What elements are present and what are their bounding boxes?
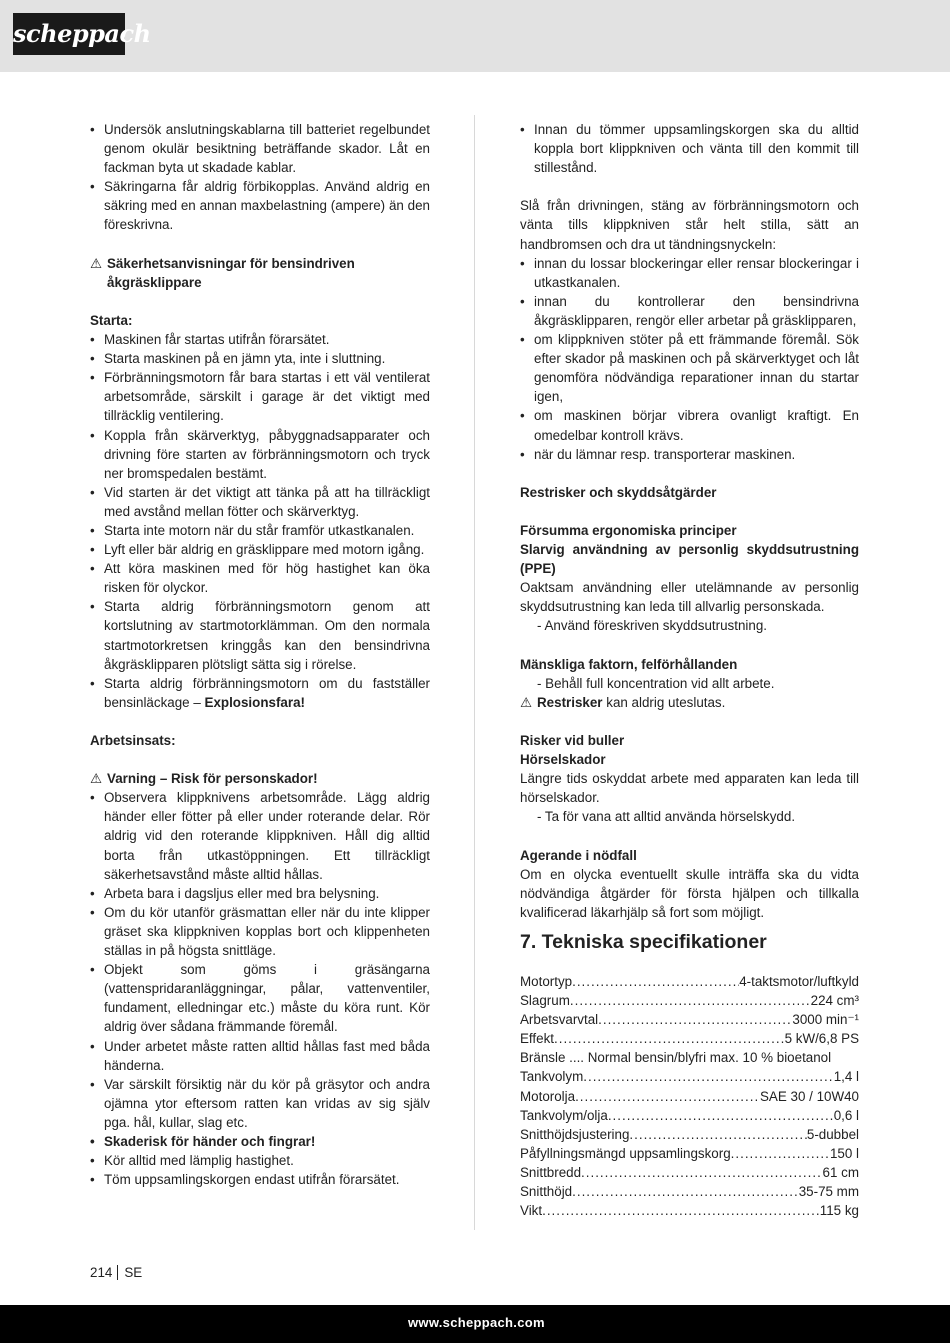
spec-value: 0,6 l xyxy=(833,1107,859,1123)
list-item: • Innan du tömmer uppsamlingskorgen ska du alltid koppla bort klippkniven och vänta till den kommit till stillestånd. xyxy=(520,120,859,177)
list-item: • Kör alltid med lämplig hastighet. xyxy=(90,1151,430,1170)
spec-dots xyxy=(542,1201,820,1220)
dash-item: - Ta för vana att alltid använda hörselskydd. xyxy=(537,809,796,825)
spec-value: 115 kg xyxy=(819,1203,859,1219)
spec-label: Vikt xyxy=(520,1203,543,1219)
spec-row xyxy=(520,1106,859,1125)
left-column xyxy=(90,120,430,1189)
spec-value: 4-taktsmotor/luftkyld xyxy=(739,973,859,989)
spec-label: Snittbredd xyxy=(520,1164,582,1180)
right-column xyxy=(520,120,859,1220)
warning-icon: ⚠ xyxy=(520,694,533,710)
spec-row-fuel: Bränsle .... Normal bensin/blyfri max. 10 % bioetanol xyxy=(520,1050,832,1066)
spec-value: 5-dubbel xyxy=(806,1126,859,1142)
column-divider xyxy=(474,115,475,1230)
spec-label: Effekt xyxy=(520,1031,554,1047)
spec-value: 5 kW/6,8 PS xyxy=(784,1031,859,1047)
spec-label: Motorolja xyxy=(520,1088,576,1104)
list-item: • Var särskilt försiktig när du kör på gräsytor och andra ojämna ytor eftersom ratten kan vridas av sig själv pga. hål, kullar, slag etc. xyxy=(90,1075,430,1132)
spec-value: 3000 min⁻¹ xyxy=(792,1012,859,1028)
list-item: • Att köra maskinen med för hög hastighet kan öka risken för olyckor. xyxy=(90,559,430,597)
paragraph: Oaktsam användning eller utelämnande av personlig skyddsutrustning kan leda till allvarlig personskada. xyxy=(520,580,859,615)
list-item: • Maskinen får startas utifrån förarsätet. xyxy=(90,330,430,349)
paragraph: Slå från drivningen, stäng av förbränningsmotorn och vänta tills klippkniven står helt stilla, sätt an handbromsen och dra ut tändningsnyckeln: xyxy=(520,198,859,252)
noise-heading: Risker vid buller xyxy=(520,733,625,748)
spec-label: Påfyllningsmängd uppsamlingskorg xyxy=(520,1145,731,1161)
list-item: • Skaderisk för händer och fingrar! xyxy=(90,1132,430,1151)
list-item: • Objekt som göms i gräsängarna (vattenspridaranläggningar, pålar, vattenventiler, fundament, elledningar etc.) måste du köra runt. Kör aldrig över sådana främmande föremål. xyxy=(90,960,430,1036)
spec-dots xyxy=(583,1067,833,1086)
paragraph: Längre tids oskyddat arbete med apparaten kan leda till hörselskador. xyxy=(520,771,859,806)
spec-label: Motortyp xyxy=(520,973,573,989)
spec-dots xyxy=(731,1144,830,1163)
list-item: • Starta inte motorn när du står framför utkastkanalen. xyxy=(90,521,430,540)
spec-title: 7. Tekniska specifikationer xyxy=(520,930,767,953)
spec-value: 1,4 l xyxy=(833,1069,859,1085)
dash-item: - Använd föreskriven skyddsutrustning. xyxy=(537,618,767,634)
spec-row xyxy=(520,972,859,991)
work-list-2 xyxy=(90,1151,430,1189)
list-item: • Under arbetet måste ratten alltid hållas fast med båda händerna. xyxy=(90,1037,430,1075)
list-item: • Arbeta bara i dagsljus eller med bra belysning. xyxy=(90,884,430,903)
page-number: 214 SE xyxy=(90,1265,143,1280)
spec-label: Tankvolym xyxy=(520,1069,584,1085)
spec-label: Snitthöjd xyxy=(520,1183,573,1199)
list-item: • Förbränningsmotorn får bara startas i ett väl ventilerat arbetsområde, särskilt i garage är det viktigt med tillräcklig ventilering. xyxy=(90,368,430,425)
spec-dots xyxy=(608,1106,834,1125)
spec-dots xyxy=(629,1125,806,1144)
paragraph: Om en olycka eventuellt skulle inträffa ska du vidta nödvändiga åtgärder för första hjälpen och tillkalla kvalificerad läkarhjälp så fort som möjligt. xyxy=(520,866,859,920)
spec-table xyxy=(520,972,859,1048)
emergency-heading: Agerande i nödfall xyxy=(520,847,637,863)
spec-value: 224 cm³ xyxy=(810,993,859,1009)
list-item: • innan du lossar blockeringar eller rensar blockeringar i utkastkanalen. xyxy=(520,254,859,292)
rest-warning: ⚠ Restrisker kan aldrig uteslutas. xyxy=(520,693,859,712)
spec-dots xyxy=(581,1163,822,1182)
list-item: • Om du kör utanför gräsmattan eller när du inte klipper gräset ska klippkniven kopplas bort och klippenheten ställas in på högsta snittläge. xyxy=(90,903,430,960)
spec-row xyxy=(520,1010,859,1029)
list-item: • om maskinen börjar vibrera ovanligt kraftigt. En omedelbar kontroll krävs. xyxy=(520,406,859,444)
human-heading: Mänskliga faktorn, felförhållanden xyxy=(520,656,738,672)
list-item: • Lyft eller bär aldrig en gräsklippare med motorn igång. xyxy=(90,540,430,559)
spec-dots xyxy=(570,991,811,1010)
spec-label: Snitthöjdsjustering xyxy=(520,1126,630,1142)
spec-label: Arbetsvarvtal xyxy=(520,1012,599,1028)
work-list xyxy=(90,788,430,1132)
safety-heading: ⚠ Säkerhetsanvisningar för bensindriven åkgräsklippare xyxy=(90,254,430,292)
spec-row xyxy=(520,1144,859,1163)
list-item: • Koppla från skärverktyg, påbyggnadsapparater och drivning före starten av förbränningsmotorn och tryck ner bromspedalen bestämt. xyxy=(90,426,430,483)
work-heading: Arbetsinsats: xyxy=(90,733,176,748)
start-list xyxy=(90,330,430,674)
website-link[interactable]: www.scheppach.com xyxy=(408,1315,545,1330)
hearing-heading: Hörselskador xyxy=(520,752,606,768)
spec-dots xyxy=(598,1010,792,1029)
list-item: • om klippkniven stöter på ett främmande föremål. Sök efter skador på maskinen och på skärverktyget och låt genomföra nödvändiga reparationer innan du startar igen, xyxy=(520,330,859,406)
spec-value: 61 cm xyxy=(822,1164,859,1180)
warning-icon: ⚠ xyxy=(90,255,103,271)
spec-row xyxy=(520,1087,859,1106)
list-item: • Töm uppsamlingskorgen endast utifrån förarsätet. xyxy=(90,1170,430,1189)
work-warning: ⚠ Varning – Risk för personskador! xyxy=(90,769,430,788)
rest-heading: Restrisker och skyddsåtgärder xyxy=(520,484,717,500)
spec-value: 35-75 mm xyxy=(798,1183,859,1199)
spec-dots xyxy=(575,1087,760,1106)
start-heading: Starta: xyxy=(90,312,133,328)
spec-label: Tankvolym/olja xyxy=(520,1107,608,1123)
spec-row xyxy=(520,991,859,1010)
list-item: • Starta maskinen på en jämn yta, inte i sluttning. xyxy=(90,349,430,368)
spec-row xyxy=(520,1163,859,1182)
list-item: • Starta aldrig förbränningsmotorn om du fastställer bensinläckage – Explosionsfara! xyxy=(90,674,430,712)
spec-row xyxy=(520,1125,859,1144)
list-item: • när du lämnar resp. transporterar maskinen. xyxy=(520,445,859,464)
spec-dots xyxy=(554,1029,785,1048)
list-item: • Undersök anslutningskablarna till batteriet regelbundet genom okulär besiktning beträffande skador. Låt en fackman byta ut skadade kablar. xyxy=(90,120,430,177)
spec-row xyxy=(520,1201,859,1220)
page-header xyxy=(0,0,950,72)
ergo-heading: Försumma ergonomiska principer xyxy=(520,522,737,538)
spec-dots xyxy=(572,972,739,991)
page-footer xyxy=(0,1305,950,1343)
stop-list xyxy=(520,254,859,464)
list-item: • Starta aldrig förbränningsmotorn genom att kortslutning av startmotorklämman. Om den normala startmotorkretsen kringgås kan den bensindrivna åkgräsklipparen plötsligt sätta sig i rörelse. xyxy=(90,597,430,673)
list-item: • innan du kontrollerar den bensindrivna åkgräsklipparen, rengör eller arbetar på gräsklipparen, xyxy=(520,292,859,330)
list-item: • Observera klippknivens arbetsområde. Lägg aldrig händer eller fötter på eller under roterande delar. Rör aldrig vid den roterande klippkniven. Håll dig alltid borta från utkastöppningen. Ett tillräckligt säkerhetsavstånd måste alltid hållas. xyxy=(90,788,430,883)
spec-row xyxy=(520,1182,859,1201)
list-item: • Vid starten är det viktigt att tänka på att ha tillräckligt med avstånd mellan fötter och skärverktyg. xyxy=(90,483,430,521)
list-item: • Säkringarna får aldrig förbikopplas. Använd aldrig en säkring med en annan maxbelastning (ampere) än den föreskrivna. xyxy=(90,177,430,234)
spec-label: Slagrum xyxy=(520,993,570,1009)
spec-dots xyxy=(572,1182,799,1201)
spec-row xyxy=(520,1029,859,1048)
dash-item: - Behåll full koncentration vid allt arbete. xyxy=(537,675,775,691)
spec-table-2 xyxy=(520,1067,859,1220)
ppe-heading: Slarvig användning av personlig skyddsutrustning (PPE) xyxy=(520,542,859,577)
spec-value: SAE 30 / 10W40 xyxy=(760,1088,859,1104)
brand-logo: scheppach xyxy=(13,13,125,55)
spec-row xyxy=(520,1067,859,1086)
warning-icon: ⚠ xyxy=(90,771,103,787)
spec-value: 150 l xyxy=(829,1145,859,1161)
